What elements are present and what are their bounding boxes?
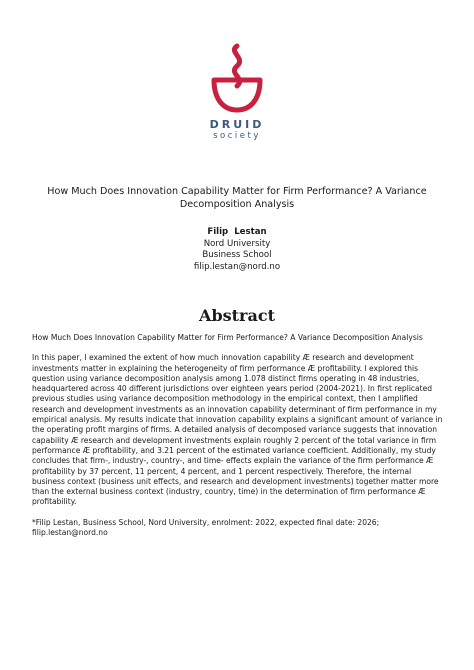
author-footnote: *Filip Lestan, Business School, Nord University, enrolment: 2022, expected final date: 2026; filip.lestan@nord.no: [32, 517, 380, 538]
abstract-paragraph: In this paper, I examined the extent of how much innovation capability Æ research and development investments matter in explaining the heterogeneity of firm performance Æ profitability. I explored this question using variance decomposition analysis among 1.078 distinct firms operating in 48 industries, headquartered across 40 different jurisdictions over eighteen years period (2004-2021). In first replicated previous studies using variance decomposition methodology in the empirical context, then I amplified research and development investments as an innovation capability determinant of firm performance in my empirical analysis. My results indicate that innovation capability explains a significant amount of variance in the operating profit margins of firms. A detailed analysis of decomposed variance suggests that innovation capability Æ research and development investments explain roughly 2 percent of the total variance in firm performance Æ profitability, and 3.21 percent of the estimated variance coefficient. Additionally, my study concludes that firm-, industry-, country-, and time- effects explain the variance of the firm performance Æ profitability by 37 percent, 11 percent, 4 percent, and 1 percent respectively. Therefore, the internal business context (business unit effects, and research and development investments) together matter more than the external business context (industry, country, time) in the determination of firm performance Æ profitability.: [32, 353, 443, 507]
paper-title: How Much Does Innovation Capability Matter for Firm Performance? A Variance Decomposition Analysis: [47, 186, 427, 210]
brand-name: DRUID: [209, 118, 265, 131]
abstract-repeat-title: How Much Does Innovation Capability Matter for Firm Performance? A Variance Decomposition Analysis: [32, 333, 423, 342]
author-affiliation-university: Nord University: [203, 238, 271, 249]
author-name: Filip Lestan: [207, 227, 267, 237]
author-block: [0, 227, 474, 273]
druid-logo-icon: [206, 42, 268, 114]
author-email: filip.lestan@nord.no: [193, 261, 281, 272]
abstract-body: [32, 333, 446, 538]
abstract-heading: Abstract: [199, 306, 275, 325]
author-affiliation-school: Business School: [202, 250, 272, 261]
brand-subtitle: society: [213, 131, 261, 141]
